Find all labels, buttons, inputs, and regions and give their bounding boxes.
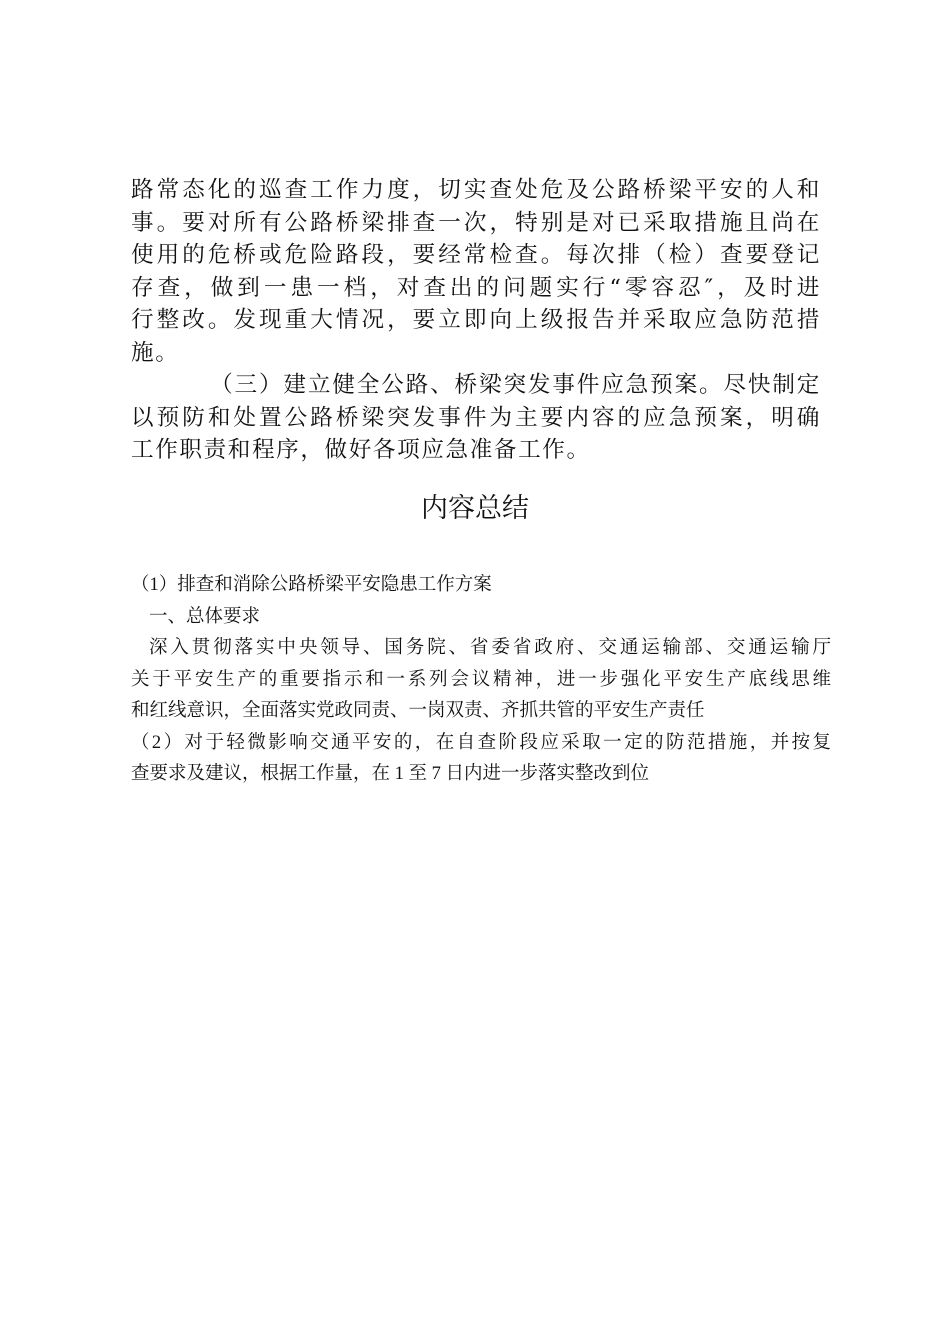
paragraph-line: 使用的危桥或危险路段，要经常检查。每次排（检）查要登记 xyxy=(131,242,821,268)
summary-text-line: 查要求及建议，根据工作量，在 1 至 7 日内进一步落实整改到位 xyxy=(131,764,650,784)
paragraph-line: 工作职责和程序，做好各项应急准备工作。 xyxy=(131,437,591,463)
summary-text-line: 关于平安生产的重要指示和一系列会议精神，进一步强化平安生产底线思维 xyxy=(131,669,831,690)
summary-section xyxy=(131,570,831,791)
summary-text-line: 深入贯彻落实中央领导、国务院、省委省政府、交通运输部、交通运输厅 xyxy=(149,638,831,658)
paragraph-line: 行整改。发现重大情况，要立即向上级报告并采取应急防范措 xyxy=(131,307,821,333)
summary-text-line: 和红线意识，全面落实党政同责、一岗双责、齐抓共管的平安生产责任 xyxy=(131,701,705,721)
section-title: 内容总结 xyxy=(421,493,529,523)
summary-text-line: （2）对于轻微影响交通平安的，在自查阶段应采取一定的防范措施，并按复 xyxy=(131,732,831,753)
paragraph-line: 施。 xyxy=(131,339,180,366)
paragraph-line: 以预防和处置公路桥梁突发事件为主要内容的应急预案，明确 xyxy=(131,404,821,431)
paragraph-line: 事。要对所有公路桥梁排查一次，特别是对已采取措施且尚在 xyxy=(131,209,821,236)
summary-subheading: 一、总体要求 xyxy=(149,606,261,627)
body-text xyxy=(131,174,821,467)
paragraph-line: （三）建立健全公路、桥梁突发事件应急预案。尽快制定 xyxy=(210,372,821,398)
summary-item-heading: （1）排查和消除公路桥梁平安隐患工作方案 xyxy=(131,575,492,595)
paragraph-line: 存查，做到一患一档，对查出的问题实行“零容忍″，及时进 xyxy=(131,274,821,301)
paragraph-line: 路常态化的巡查工作力度，切实查处危及公路桥梁平安的人和 xyxy=(131,177,821,203)
